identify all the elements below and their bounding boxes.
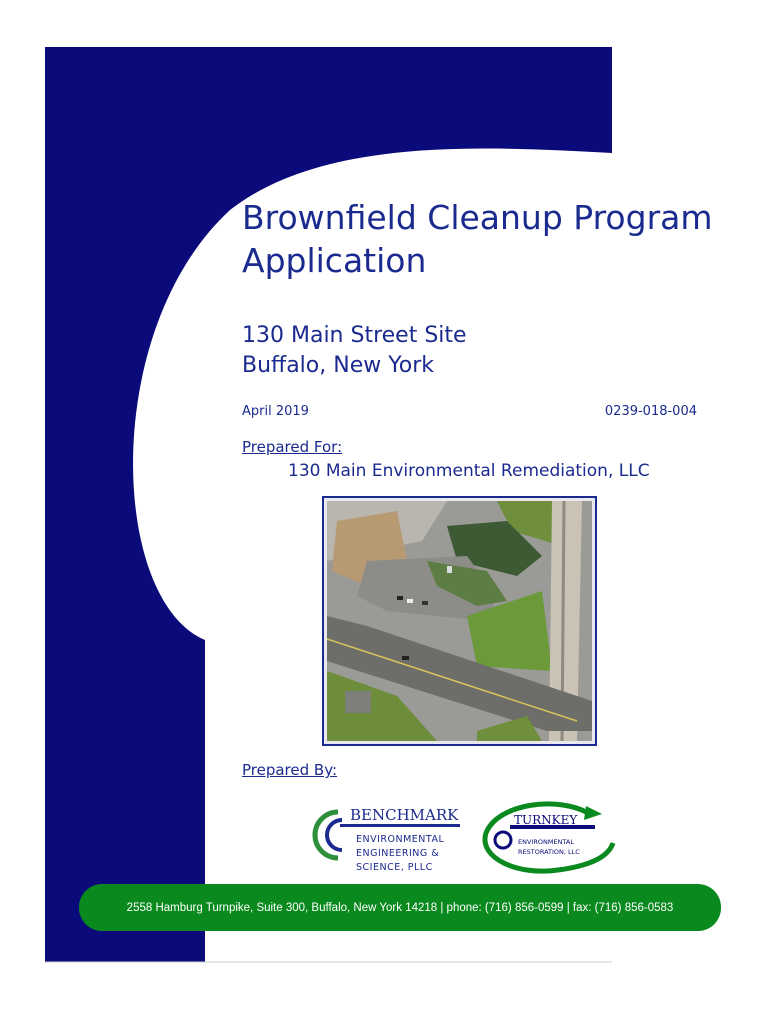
turnkey-logo	[478, 798, 620, 878]
title-line-1: Brownfield Cleanup Program	[242, 198, 713, 237]
benchmark-logo	[308, 800, 468, 880]
site-name: 130 Main Street Site	[242, 323, 467, 348]
turnkey-line-2: RESTORATION, LLC	[518, 848, 580, 856]
project-number: 0239-018-004	[604, 404, 697, 419]
footer-contact-bar	[79, 884, 721, 931]
benchmark-name: BENCHMARK	[350, 806, 459, 824]
document-date: April 2019	[242, 404, 309, 419]
aerial-photo-frame	[322, 496, 597, 746]
benchmark-line-1: ENVIRONMENTAL	[356, 834, 445, 845]
turnkey-name: TURNKEY	[514, 813, 578, 827]
aerial-site-photo	[327, 501, 592, 741]
footer-contact-text: 2558 Hamburg Turnpike, Suite 300, Buffalo, New York 14218 | phone: (716) 856-0599 | fax: (716) 856-0583	[126, 901, 674, 914]
benchmark-line-3: SCIENCE, PLLC	[356, 862, 433, 873]
prepared-for-label: Prepared For:	[242, 438, 343, 456]
title-line-2: Application	[242, 241, 427, 280]
prepared-by-label: Prepared By:	[242, 761, 338, 779]
turnkey-line-1: ENVIRONMENTAL	[518, 838, 574, 846]
benchmark-line-2: ENGINEERING &	[356, 848, 440, 859]
site-info	[242, 321, 682, 381]
client-name: 130 Main Environmental Remediation, LLC	[288, 461, 650, 481]
site-location: Buffalo, New York	[242, 353, 434, 378]
document-title	[242, 196, 722, 282]
